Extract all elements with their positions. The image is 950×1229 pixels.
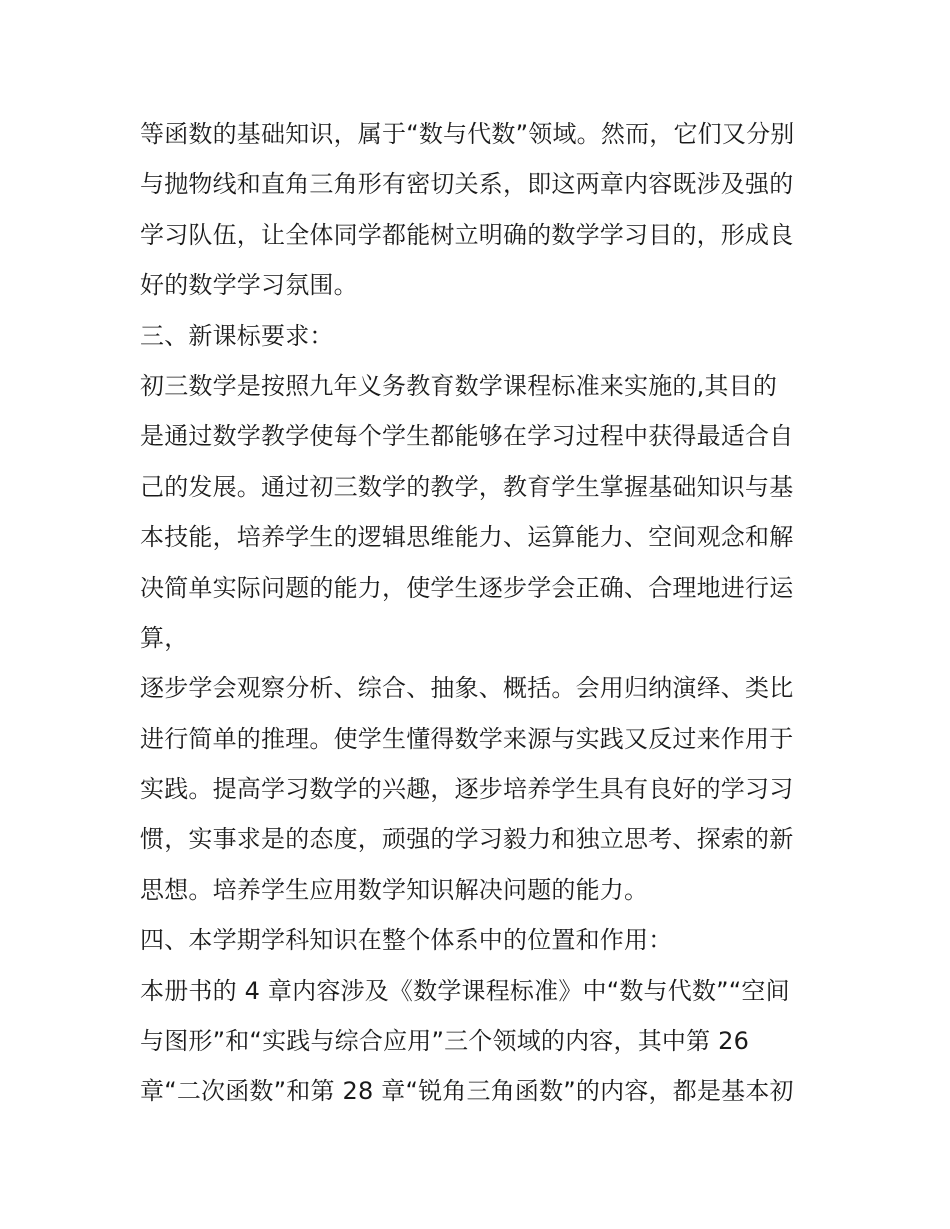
paragraph-line: 思想。培养学生应用数学知识解决问题的能力。 (140, 875, 649, 904)
paragraph-line: 惯，实事求是的态度，顽强的学习毅力和独立思考、探索的新 (140, 825, 794, 854)
paragraph-line: 初三数学是按照九年义务教育数学课程标准来实施的,其目的 (140, 371, 778, 400)
section-heading-4: 四、本学期学科知识在整个体系中的位置和作用： (140, 926, 673, 955)
paragraph-line: 与抛物线和直角三角形有密切关系，即这两章内容既涉及强的 (140, 170, 794, 199)
paragraph-line: 章“二次函数”和第 28 章“锐角三角函数”的内容，都是基本初 (140, 1077, 794, 1106)
paragraph-line: 等函数的基础知识，属于“数与代数”领域。然而，它们又分别 (140, 120, 795, 148)
paragraph-line: 本技能，培养学生的逻辑思维能力、运算能力、空间观念和解 (140, 523, 794, 552)
paragraph-line: 决简单实际问题的能力，使学生逐步学会正确、合理地进行运 (140, 573, 794, 602)
paragraph-line: 算， (140, 623, 189, 652)
paragraph-line: 己的发展。通过初三数学的教学，教育学生掌握基础知识与基 (140, 472, 794, 501)
paragraph-line: 本册书的 4 章内容涉及《数学课程标准》中“数与代数”“空间 (140, 976, 790, 1005)
paragraph-line: 学习队伍，让全体同学都能树立明确的数学学习目的，形成良 (140, 220, 794, 249)
section-heading-3: 三、新课标要求： (140, 321, 334, 350)
paragraph-line: 逐步学会观察分析、综合、抽象、概括。会用归纳演绎、类比 (140, 674, 794, 703)
document-body (140, 109, 820, 1117)
paragraph-line: 好的数学学习氛围。 (140, 271, 358, 300)
paragraph-line: 与图形”和“实践与综合应用”三个领域的内容，其中第 26 (140, 1027, 750, 1056)
paragraph-line: 进行简单的推理。使学生懂得数学来源与实践又反过来作用于 (140, 724, 794, 753)
paragraph-line: 实践。提高学习数学的兴趣，逐步培养学生具有良好的学习习 (140, 775, 794, 804)
paragraph-line: 是通过数学教学使每个学生都能够在学习过程中获得最适合自 (140, 422, 794, 451)
